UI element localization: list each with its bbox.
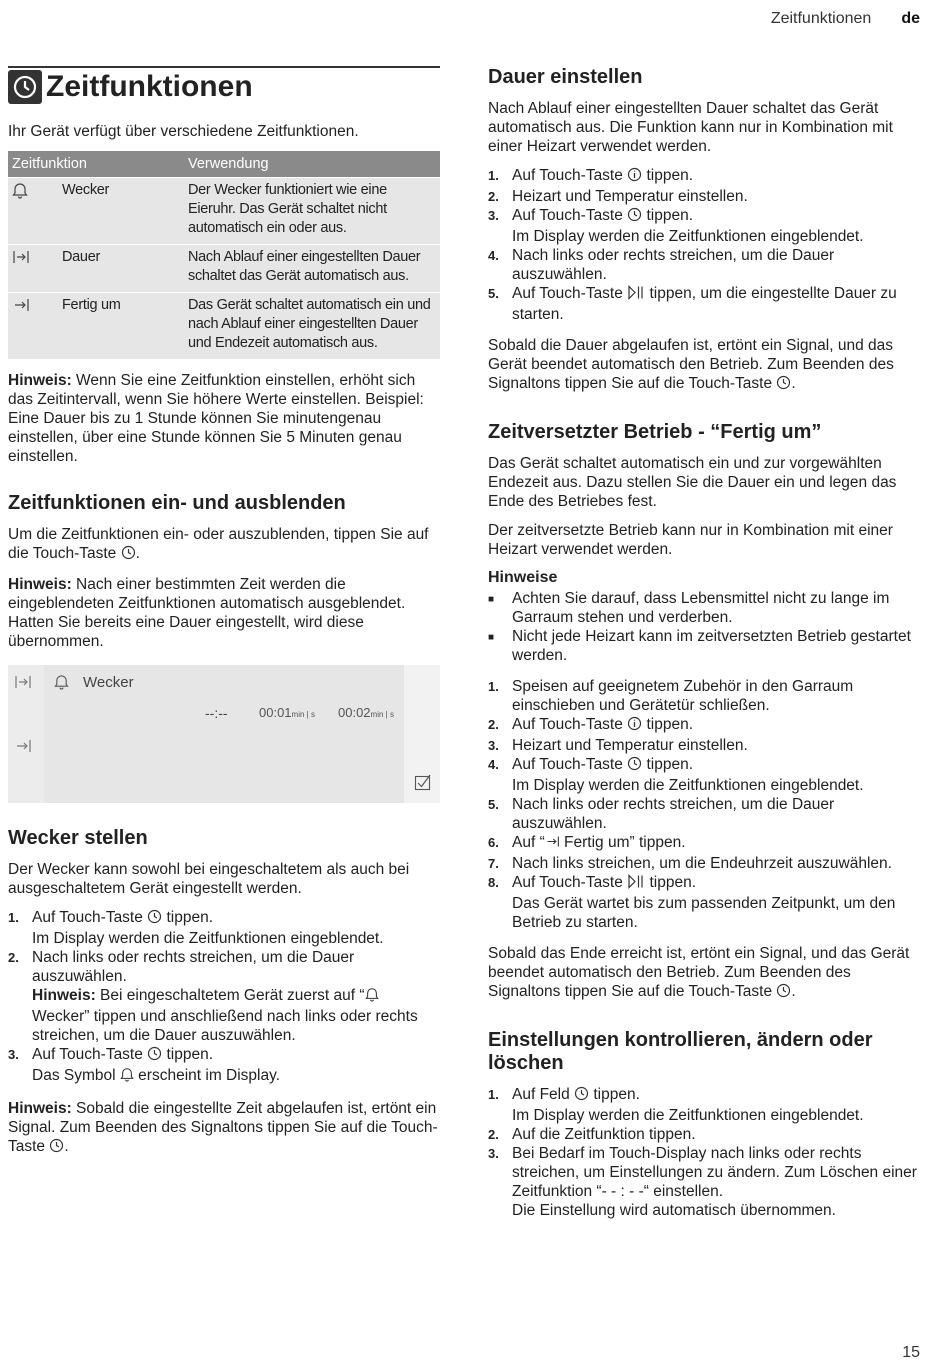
punctuation: . xyxy=(64,1138,69,1155)
bullet-text: Achten Sie darauf, dass Lebensmittel nicht zu lange im Garraum stehen und verderben. xyxy=(512,590,890,626)
bell-icon xyxy=(54,673,69,693)
note-paragraph xyxy=(8,371,440,466)
page-title: Zeitfunktionen xyxy=(46,70,253,103)
note-text: Wenn Sie eine Zeitfunktion einstellen, erhöht sich das Zeitintervall, wenn Sie höhere Werte einstellen. Beispiel: Eine Dauer bis zu 1 Stunde können Sie minutengenau einstellen, über eine Stunde können Sie 5 Minuten genau einstellen. xyxy=(8,372,424,465)
end-time-icon xyxy=(14,737,32,758)
step-text: Nach links oder rechts streichen, um die Dauer auszuwählen. xyxy=(32,949,355,985)
clock-icon xyxy=(8,70,42,104)
step-text: tippen. xyxy=(642,716,694,733)
punctuation: . xyxy=(791,983,796,1000)
step-text: tippen. xyxy=(645,874,697,891)
clock-icon xyxy=(627,756,642,776)
note-label: Hinweis: xyxy=(8,576,72,593)
step-text: Auf die Zeitfunktion tippen. xyxy=(512,1126,696,1143)
step-text: tippen. xyxy=(642,167,694,184)
step-text: tippen. xyxy=(589,1086,640,1103)
clock-icon xyxy=(121,545,136,565)
punctuation: . xyxy=(791,375,796,392)
step-text: Das Gerät wartet bis zum passenden Zeitpunkt, um den Betrieb zu starten. xyxy=(512,895,896,931)
step-text: Im Display werden die Zeitfunktionen eingeblendet. xyxy=(512,1107,864,1124)
clock-icon xyxy=(627,207,642,227)
step-text: Speisen auf geeignetem Zubehör in den Garraum einschieben und Gerätetür schließen. xyxy=(512,678,854,714)
confirm-check-icon xyxy=(414,773,432,794)
step-text: Wecker” tippen und anschließend nach links oder rechts streichen, um die Dauer auszuwählen. xyxy=(32,1008,418,1044)
right-column xyxy=(488,66,923,1232)
duration-icon xyxy=(14,673,32,694)
bullet-text: Nicht jede Heizart kann im zeitversetzten Betrieb gestartet werden. xyxy=(512,628,911,664)
table-row xyxy=(8,293,440,360)
list-item: 1. Auf Touch-Taste tippen. Im Display werden die Zeitfunktionen eingeblendet. xyxy=(8,909,384,947)
punctuation: . xyxy=(135,545,140,562)
display-label: Wecker xyxy=(83,674,134,691)
list-item: 2. Auf Touch-Taste tippen. xyxy=(488,715,923,736)
note-text: Sobald die eingestellte Zeit abgelaufen ist, ertönt ein Signal. Zum Beenden des Signaltons tippen Sie auf die Touch-Taste xyxy=(8,1100,438,1155)
step-text: Auf Touch-Taste xyxy=(32,1046,148,1063)
table-cell: Wecker xyxy=(62,182,110,198)
step-text: Auf “ xyxy=(512,834,545,851)
left-column xyxy=(8,66,440,1168)
clock-icon xyxy=(49,1138,64,1158)
start-pause-icon xyxy=(627,874,645,894)
step-text: Auf Touch-Taste xyxy=(512,207,628,224)
list-item: 3. Heizart und Temperatur einstellen. xyxy=(488,737,748,754)
step-text: tippen. xyxy=(162,909,214,926)
table-row xyxy=(8,245,440,293)
paragraph-text: Sobald die Dauer abgelaufen ist, ertönt ein Signal, und das Gerät beendet automatisch den Betrieb. Zum Beenden des Signaltons tippen Sie auf die Touch-Taste xyxy=(488,337,894,392)
step-text: Auf Feld xyxy=(512,1086,575,1103)
heading-dauer: Dauer einstellen xyxy=(488,66,643,88)
table-row xyxy=(8,178,440,245)
list-item: 5. Nach links oder rechts streichen, um die Dauer auszuwählen. xyxy=(488,795,923,833)
function-table xyxy=(8,151,440,359)
list-item: 3. Auf Touch-Taste tippen. Das Symbol erscheint im Display. xyxy=(8,1045,440,1087)
list-item: 1. Auf Touch-Taste tippen. xyxy=(488,166,923,187)
step-text: tippen. xyxy=(162,1046,214,1063)
clock-icon xyxy=(147,1046,162,1066)
step-text: Auf Touch-Taste xyxy=(512,167,628,184)
note-label: Hinweis: xyxy=(8,372,72,389)
step-text: Auf Touch-Taste xyxy=(512,285,628,302)
clock-icon xyxy=(776,375,791,395)
step-text: Im Display werden die Zeitfunktionen eingeblendet. xyxy=(32,930,384,947)
note-text: Nach einer bestimmten Zeit werden die eingeblendeten Zeitfunktionen automatisch ausgeblendet. Hatten Sie bereits eine Dauer eingestellt, wird diese übernommen. xyxy=(8,576,406,650)
heading-fertig: Zeitversetzter Betrieb - “Fertig um” xyxy=(488,421,822,443)
list-item: 3. Auf Touch-Taste tippen. Im Display werden die Zeitfunktionen eingeblendet. xyxy=(488,207,864,245)
note-paragraph xyxy=(8,575,440,651)
step-text: Nach links oder rechts streichen, um die Dauer auszuwählen. xyxy=(512,247,835,283)
wecker-steps xyxy=(8,908,440,1087)
clock-icon xyxy=(574,1086,589,1106)
display-value: --:-- xyxy=(205,705,228,721)
page-number: 15 xyxy=(902,1344,920,1361)
toggle-paragraph xyxy=(8,525,440,565)
table-header: Verwendung xyxy=(184,151,440,178)
step-text: Auf Touch-Taste xyxy=(512,756,628,773)
step-text: Bei Bedarf im Touch-Display nach links oder rechts streichen, um Einstellungen zu ändern. Zum Löschen einer Zeitfunktion “- - : - -“ einstellen. xyxy=(512,1145,917,1200)
list-item: 8. Auf Touch-Taste tippen. Das Gerät wartet bis zum passenden Zeitpunkt, um den Betrieb zu starten. xyxy=(488,874,896,931)
end-time-icon xyxy=(12,296,30,320)
step-text: Bei eingeschaltetem Gerät zuerst auf “ xyxy=(95,987,365,1004)
list-item: 1. Speisen auf geeignetem Zubehör in den Garraum einschieben und Gerätetür schließen. xyxy=(488,677,923,715)
step-text: tippen. xyxy=(642,207,694,224)
list-item: 2. Auf die Zeitfunktion tippen. xyxy=(488,1126,696,1143)
step-text: Auf Touch-Taste xyxy=(512,716,628,733)
hinweise-heading: Hinweise xyxy=(488,569,558,586)
step-text: Im Display werden die Zeitfunktionen eingeblendet. xyxy=(512,228,864,245)
fertig-steps xyxy=(488,677,923,932)
clock-icon xyxy=(776,983,791,1003)
list-item: 2. Heizart und Temperatur einstellen. xyxy=(488,188,748,205)
heading-wecker: Wecker stellen xyxy=(8,827,148,849)
note-paragraph xyxy=(8,1099,440,1158)
info-icon xyxy=(627,716,642,736)
unit-text: min | s xyxy=(291,710,315,719)
step-text: Nach links streichen, um die Endeuhrzeit auszuwählen. xyxy=(512,855,892,872)
intro-text: Ihr Gerät verfügt über verschiedene Zeitfunktionen. xyxy=(8,123,359,140)
list-item: 3. Bei Bedarf im Touch-Display nach links oder rechts streichen, um Einstellungen zu ändern. Zum Löschen einer Zeitfunktion “- - : - -“ einstellen. Die Einstellung wird automatisch übernommen. xyxy=(488,1145,917,1219)
step-text: Heizart und Temperatur einstellen. xyxy=(512,737,748,754)
clock-icon xyxy=(147,909,162,929)
step-text: tippen, um die eingestellte Dauer zu starten. xyxy=(512,285,897,323)
step-text: Im Display werden die Zeitfunktionen eingeblendet. xyxy=(512,777,864,794)
dauer-intro: Nach Ablauf einer eingestellten Dauer schaltet das Gerät automatisch aus. Die Funktion kann nur in Kombination mit einer Heizart verwendet werden. xyxy=(488,100,893,155)
chapter-title xyxy=(8,66,440,104)
dauer-end xyxy=(488,336,923,395)
table-cell: Der Wecker funktioniert wie eine Eieruhr. Das Gerät schaltet nicht automatisch ein oder aus. xyxy=(184,178,440,245)
step-text: tippen. xyxy=(642,756,694,773)
table-cell: Dauer xyxy=(62,249,100,265)
info-icon xyxy=(627,167,642,187)
table-cell: Das Gerät schaltet automatisch ein und nach Ablauf einer eingestellten Dauer und Endezeit automatisch aus. xyxy=(184,293,440,360)
list-item: 5. Auf Touch-Taste tippen, um die eingestellte Dauer zu starten. xyxy=(488,285,897,323)
step-text: Fertig um” tippen. xyxy=(559,834,686,851)
header-lang: de xyxy=(901,10,920,27)
list-item: 1. Auf Feld tippen. Im Display werden die Zeitfunktionen eingeblendet. xyxy=(488,1086,864,1124)
step-text: Auf Touch-Taste xyxy=(32,909,148,926)
hinweise-list xyxy=(488,589,923,665)
heading-toggle: Zeitfunktionen ein- und ausblenden xyxy=(8,492,346,514)
bell-icon xyxy=(365,986,379,1007)
step-text: Die Einstellung wird automatisch übernommen. xyxy=(512,1202,836,1219)
step-text: erscheint im Display. xyxy=(133,1067,281,1084)
display-value xyxy=(259,705,315,720)
value-text: 00:02 xyxy=(338,705,371,720)
duration-icon xyxy=(12,248,30,272)
display-illustration xyxy=(8,665,440,803)
note-label: Hinweis: xyxy=(32,987,96,1004)
paragraph-text: Sobald das Ende erreicht ist, ertönt ein Signal, und das Gerät beendet automatisch den Betrieb. Zum Beenden des Signaltons tippen Sie auf die Touch-Taste xyxy=(488,945,910,1000)
list-item: ■ Achten Sie darauf, dass Lebensmittel nicht zu lange im Garraum stehen und verderben. xyxy=(488,589,923,627)
value-text: 00:01 xyxy=(259,705,292,720)
table-header: Zeitfunktion xyxy=(8,151,184,178)
list-item: 7. Nach links streichen, um die Endeuhrzeit auszuwählen. xyxy=(488,855,892,872)
end-time-icon xyxy=(545,834,560,854)
fertig-end xyxy=(488,944,923,1003)
check-steps xyxy=(488,1085,923,1220)
step-text: Das Symbol xyxy=(32,1067,120,1084)
step-text: Nach links oder rechts streichen, um die Dauer auszuwählen. xyxy=(512,796,835,832)
list-item: 4. Nach links oder rechts streichen, um die Dauer auszuwählen. xyxy=(488,246,923,284)
list-item: ■ Nicht jede Heizart kann im zeitversetzten Betrieb gestartet werden. xyxy=(488,627,923,665)
heading-check: Einstellungen kontrollieren, ändern oder löschen xyxy=(488,1029,873,1074)
step-text: Auf Touch-Taste xyxy=(512,874,628,891)
list-item: 6. Auf “ Fertig um” tippen. xyxy=(488,833,923,854)
bell-icon xyxy=(12,181,30,205)
dauer-steps xyxy=(488,166,923,324)
table-cell: Nach Ablauf einer eingestellten Dauer schaltet das Gerät automatisch aus. xyxy=(184,245,440,293)
page-header xyxy=(771,10,920,28)
list-item: 4. Auf Touch-Taste tippen. Im Display werden die Zeitfunktionen eingeblendet. xyxy=(488,756,864,794)
start-pause-icon xyxy=(627,285,645,305)
step-text: Heizart und Temperatur einstellen. xyxy=(512,188,748,205)
toggle-text: Um die Zeitfunktionen ein- oder auszublenden, tippen Sie auf die Touch-Taste xyxy=(8,526,429,562)
wecker-intro: Der Wecker kann sowohl bei eingeschaltetem als auch bei ausgeschaltetem Gerät eingestellt werden. xyxy=(8,861,410,897)
fertig-paragraph: Der zeitversetzte Betrieb kann nur in Kombination mit einer Heizart verwendet werden. xyxy=(488,522,893,558)
bell-icon xyxy=(120,1066,134,1087)
fertig-paragraph: Das Gerät schaltet automatisch ein und zur vorgewählten Endezeit aus. Dazu stellen Sie die Dauer ein und legen das Ende des Betriebes fest. xyxy=(488,455,897,510)
note-label: Hinweis: xyxy=(8,1100,72,1117)
header-section: Zeitfunktionen xyxy=(770,10,872,27)
list-item: 2. Nach links oder rechts streichen, um die Dauer auszuwählen. Hinweis: Bei eingeschaltetem Gerät zuerst auf “ Wecker” tippen und anschließend nach links oder rechts streichen, um die Dauer auszuwählen. xyxy=(8,949,418,1044)
display-value xyxy=(338,705,394,720)
unit-text: min | s xyxy=(370,710,394,719)
table-cell: Fertig um xyxy=(62,297,121,313)
